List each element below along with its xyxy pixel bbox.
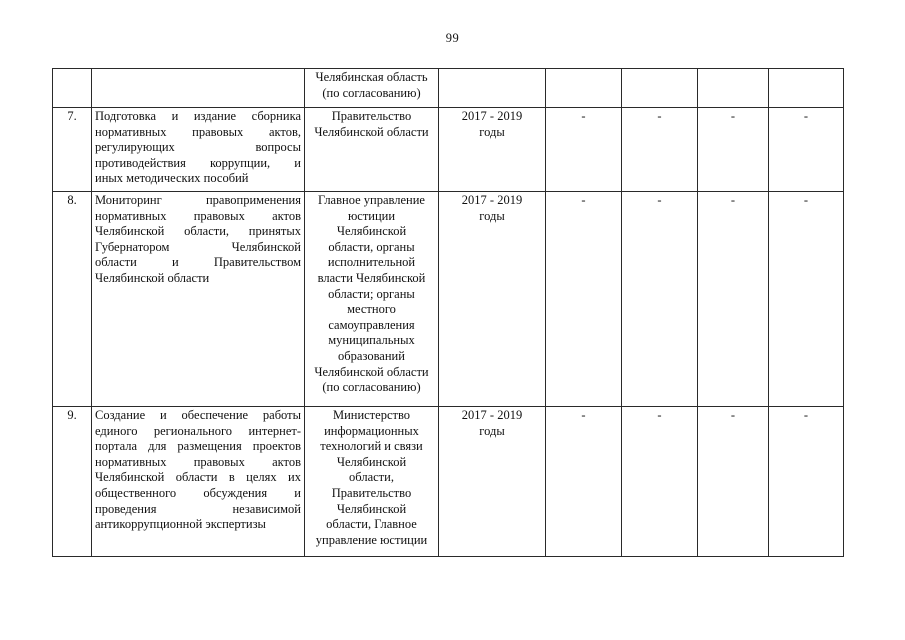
executor-line: Челябинская область: [315, 70, 428, 84]
executor-line: области; органы: [328, 286, 415, 301]
executor-line: области, Главное: [326, 517, 417, 532]
measure-name-line: Подготовка и издание сборника: [95, 109, 301, 123]
executor-line: образований: [338, 348, 405, 363]
value-cell: [769, 69, 844, 108]
table-row: [53, 192, 844, 407]
executor-line: Челябинской: [336, 501, 407, 516]
measure-name-cell: [92, 407, 305, 557]
executor-line: местного: [347, 302, 396, 317]
executor-cell: [305, 407, 439, 557]
measure-name-line: Мониторинг правоприменения: [95, 193, 301, 207]
measure-name-line: Губернатором Челябинской: [95, 239, 301, 254]
executor-line: технологий и связи: [320, 439, 423, 454]
executor-line: исполнительной: [327, 255, 416, 270]
table-body: [53, 69, 844, 557]
term-line: годы: [479, 208, 505, 223]
value-cell: -: [546, 108, 622, 192]
row-number-cell: 8.: [53, 192, 92, 407]
row-number-cell: 7.: [53, 108, 92, 192]
measure-name-cell: [92, 69, 305, 108]
executor-line: Челябинской области: [314, 364, 429, 379]
measure-name-line: общественного обсуждения и: [95, 485, 301, 500]
value-cell: [546, 69, 622, 108]
term-cell: [439, 69, 546, 108]
term-line: 2017 - 2019: [461, 109, 523, 123]
executor-line: Челябинской области: [314, 124, 429, 139]
executor-cell: [305, 69, 439, 108]
value-cell: -: [622, 407, 698, 557]
executor-line: Челябинской: [336, 454, 407, 469]
executor-line: (по согласованию): [322, 380, 421, 395]
value-cell: -: [622, 108, 698, 192]
page-number: 99: [445, 31, 460, 45]
executor-line: Главное управление: [318, 193, 425, 207]
value-cell: -: [546, 192, 622, 407]
measure-name-line: иных методических пособий: [95, 171, 249, 186]
measure-name-line: антикоррупционной экспертизы: [95, 517, 266, 532]
executor-line: самоуправления: [328, 317, 415, 332]
measure-name-line: области и Правительством: [95, 255, 301, 270]
executor-cell: [305, 192, 439, 407]
term-line: 2017 - 2019: [461, 193, 523, 207]
measure-name-line: портала для размещения проектов: [95, 439, 301, 454]
measure-name-line: Челябинской области: [95, 270, 210, 285]
executor-line: Министерство: [332, 408, 411, 422]
measure-name-line: нормативных правовых актов,: [95, 124, 301, 139]
executor-line: (по согласованию): [322, 85, 421, 100]
executor-line: области, органы: [328, 239, 415, 254]
value-cell: -: [698, 192, 769, 407]
value-cell: -: [546, 407, 622, 557]
executor-cell: [305, 108, 439, 192]
measures-table: [52, 68, 844, 557]
table-row: [53, 69, 844, 108]
executor-line: области,: [349, 470, 394, 485]
term-line: годы: [479, 124, 505, 139]
measure-name-line: нормативных правовых актов: [95, 208, 301, 223]
executor-line: управление юстиции: [315, 532, 428, 547]
measure-name-line: Челябинской области, принятых: [95, 224, 301, 239]
executor-line: Челябинской: [336, 224, 407, 239]
measure-name-cell: [92, 108, 305, 192]
measure-name-line: проведения независимой: [95, 501, 301, 516]
measure-name-line: регулирующих вопросы: [95, 140, 301, 155]
executor-line: Правительство: [331, 485, 412, 500]
measure-name-cell: [92, 192, 305, 407]
term-cell: [439, 192, 546, 407]
value-cell: -: [698, 108, 769, 192]
value-cell: [698, 69, 769, 108]
measure-name-line: Создание и обеспечение работы: [95, 408, 301, 422]
value-cell: -: [769, 407, 844, 557]
term-cell: [439, 407, 546, 557]
measure-name-line: Челябинской области в целях их: [95, 470, 301, 485]
table-row: [53, 108, 844, 192]
term-line: годы: [479, 423, 505, 438]
measure-name-line: противодействия коррупции, и: [95, 155, 301, 170]
row-number-cell: [53, 69, 92, 108]
term-line: 2017 - 2019: [461, 408, 523, 422]
executor-line: информационных: [324, 423, 419, 438]
value-cell: -: [769, 108, 844, 192]
table-row: [53, 407, 844, 557]
executor-line: Правительство: [331, 109, 412, 123]
row-number-cell: 9.: [53, 407, 92, 557]
value-cell: -: [698, 407, 769, 557]
executor-line: власти Челябинской: [317, 270, 426, 285]
value-cell: [622, 69, 698, 108]
executor-line: юстиции: [347, 208, 396, 223]
measure-name-line: нормативных правовых актов: [95, 454, 301, 469]
value-cell: -: [769, 192, 844, 407]
term-cell: [439, 108, 546, 192]
executor-line: муниципальных: [328, 333, 415, 348]
value-cell: -: [622, 192, 698, 407]
measure-name-line: единого регионального интернет-: [95, 423, 301, 438]
